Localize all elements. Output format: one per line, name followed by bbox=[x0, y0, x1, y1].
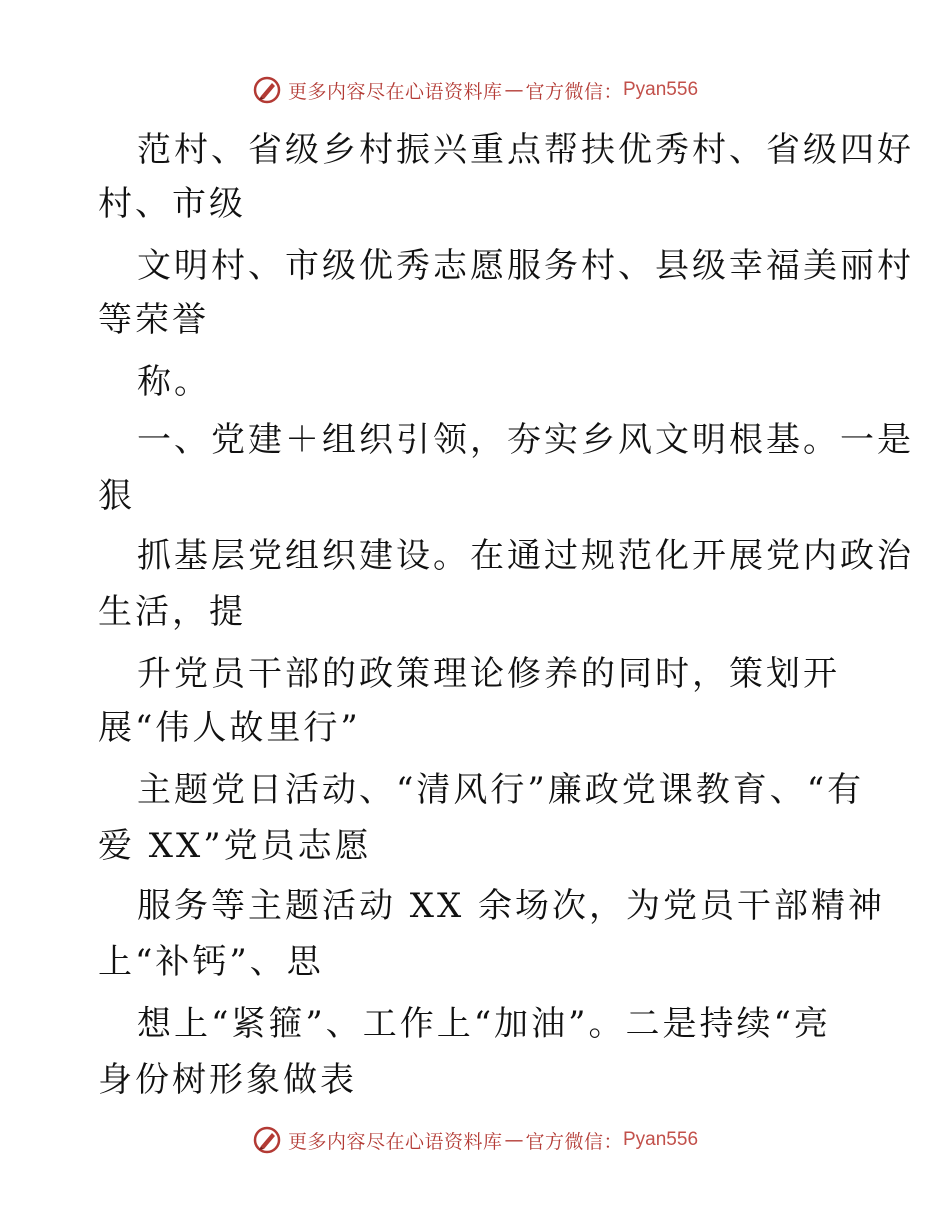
watermark-suffix: 官方微信： bbox=[525, 1130, 623, 1153]
footer-watermark bbox=[0, 1120, 950, 1160]
text-line: 村、市级 bbox=[98, 184, 246, 224]
watermark-dash: — bbox=[504, 1129, 524, 1151]
text-line: 展“伟人故里行” bbox=[98, 708, 361, 748]
watermark-suffix: 官方微信： bbox=[525, 80, 623, 103]
text-line: 称。 bbox=[137, 362, 211, 402]
text-line: 主题党日活动、“清风行”廉政党课教育、“有 bbox=[137, 770, 865, 810]
text-line: 范村、省级乡村振兴重点帮扶优秀村、省级四好 bbox=[137, 130, 914, 170]
watermark-wechat-id: Pyan556 bbox=[623, 1129, 699, 1150]
red-pen-seal-icon bbox=[252, 75, 282, 105]
red-pen-seal-icon bbox=[252, 1125, 282, 1155]
text-line: 身份树形象做表 bbox=[98, 1060, 357, 1100]
text-line: 服务等主题活动 XX 余场次，为党员干部精神 bbox=[137, 886, 886, 926]
text-line: 生活，提 bbox=[98, 592, 246, 632]
text-line: 爱 XX”党员志愿 bbox=[98, 826, 372, 866]
watermark-wechat-id: Pyan556 bbox=[623, 79, 699, 100]
text-line: 一、党建＋组织引领，夯实乡风文明根基。一是 bbox=[137, 420, 914, 460]
text-line: 抓基层党组织建设。在通过规范化开展党内政治 bbox=[137, 536, 914, 576]
watermark-text: 更多内容尽在心语资料库 bbox=[287, 80, 503, 103]
watermark-dash: — bbox=[504, 79, 524, 101]
text-line: 文明村、市级优秀志愿服务村、县级幸福美丽村 bbox=[137, 246, 914, 286]
text-line: 升党员干部的政策理论修养的同时，策划开 bbox=[137, 654, 840, 694]
watermark-text: 更多内容尽在心语资料库 bbox=[287, 1130, 503, 1153]
text-line: 狠 bbox=[98, 476, 135, 516]
header-watermark bbox=[0, 70, 950, 110]
text-line: 上“补钙”、思 bbox=[98, 942, 324, 982]
text-line: 想上“紧箍”、工作上“加油”。二是持续“亮 bbox=[137, 1004, 831, 1044]
text-line: 等荣誉 bbox=[98, 300, 209, 340]
